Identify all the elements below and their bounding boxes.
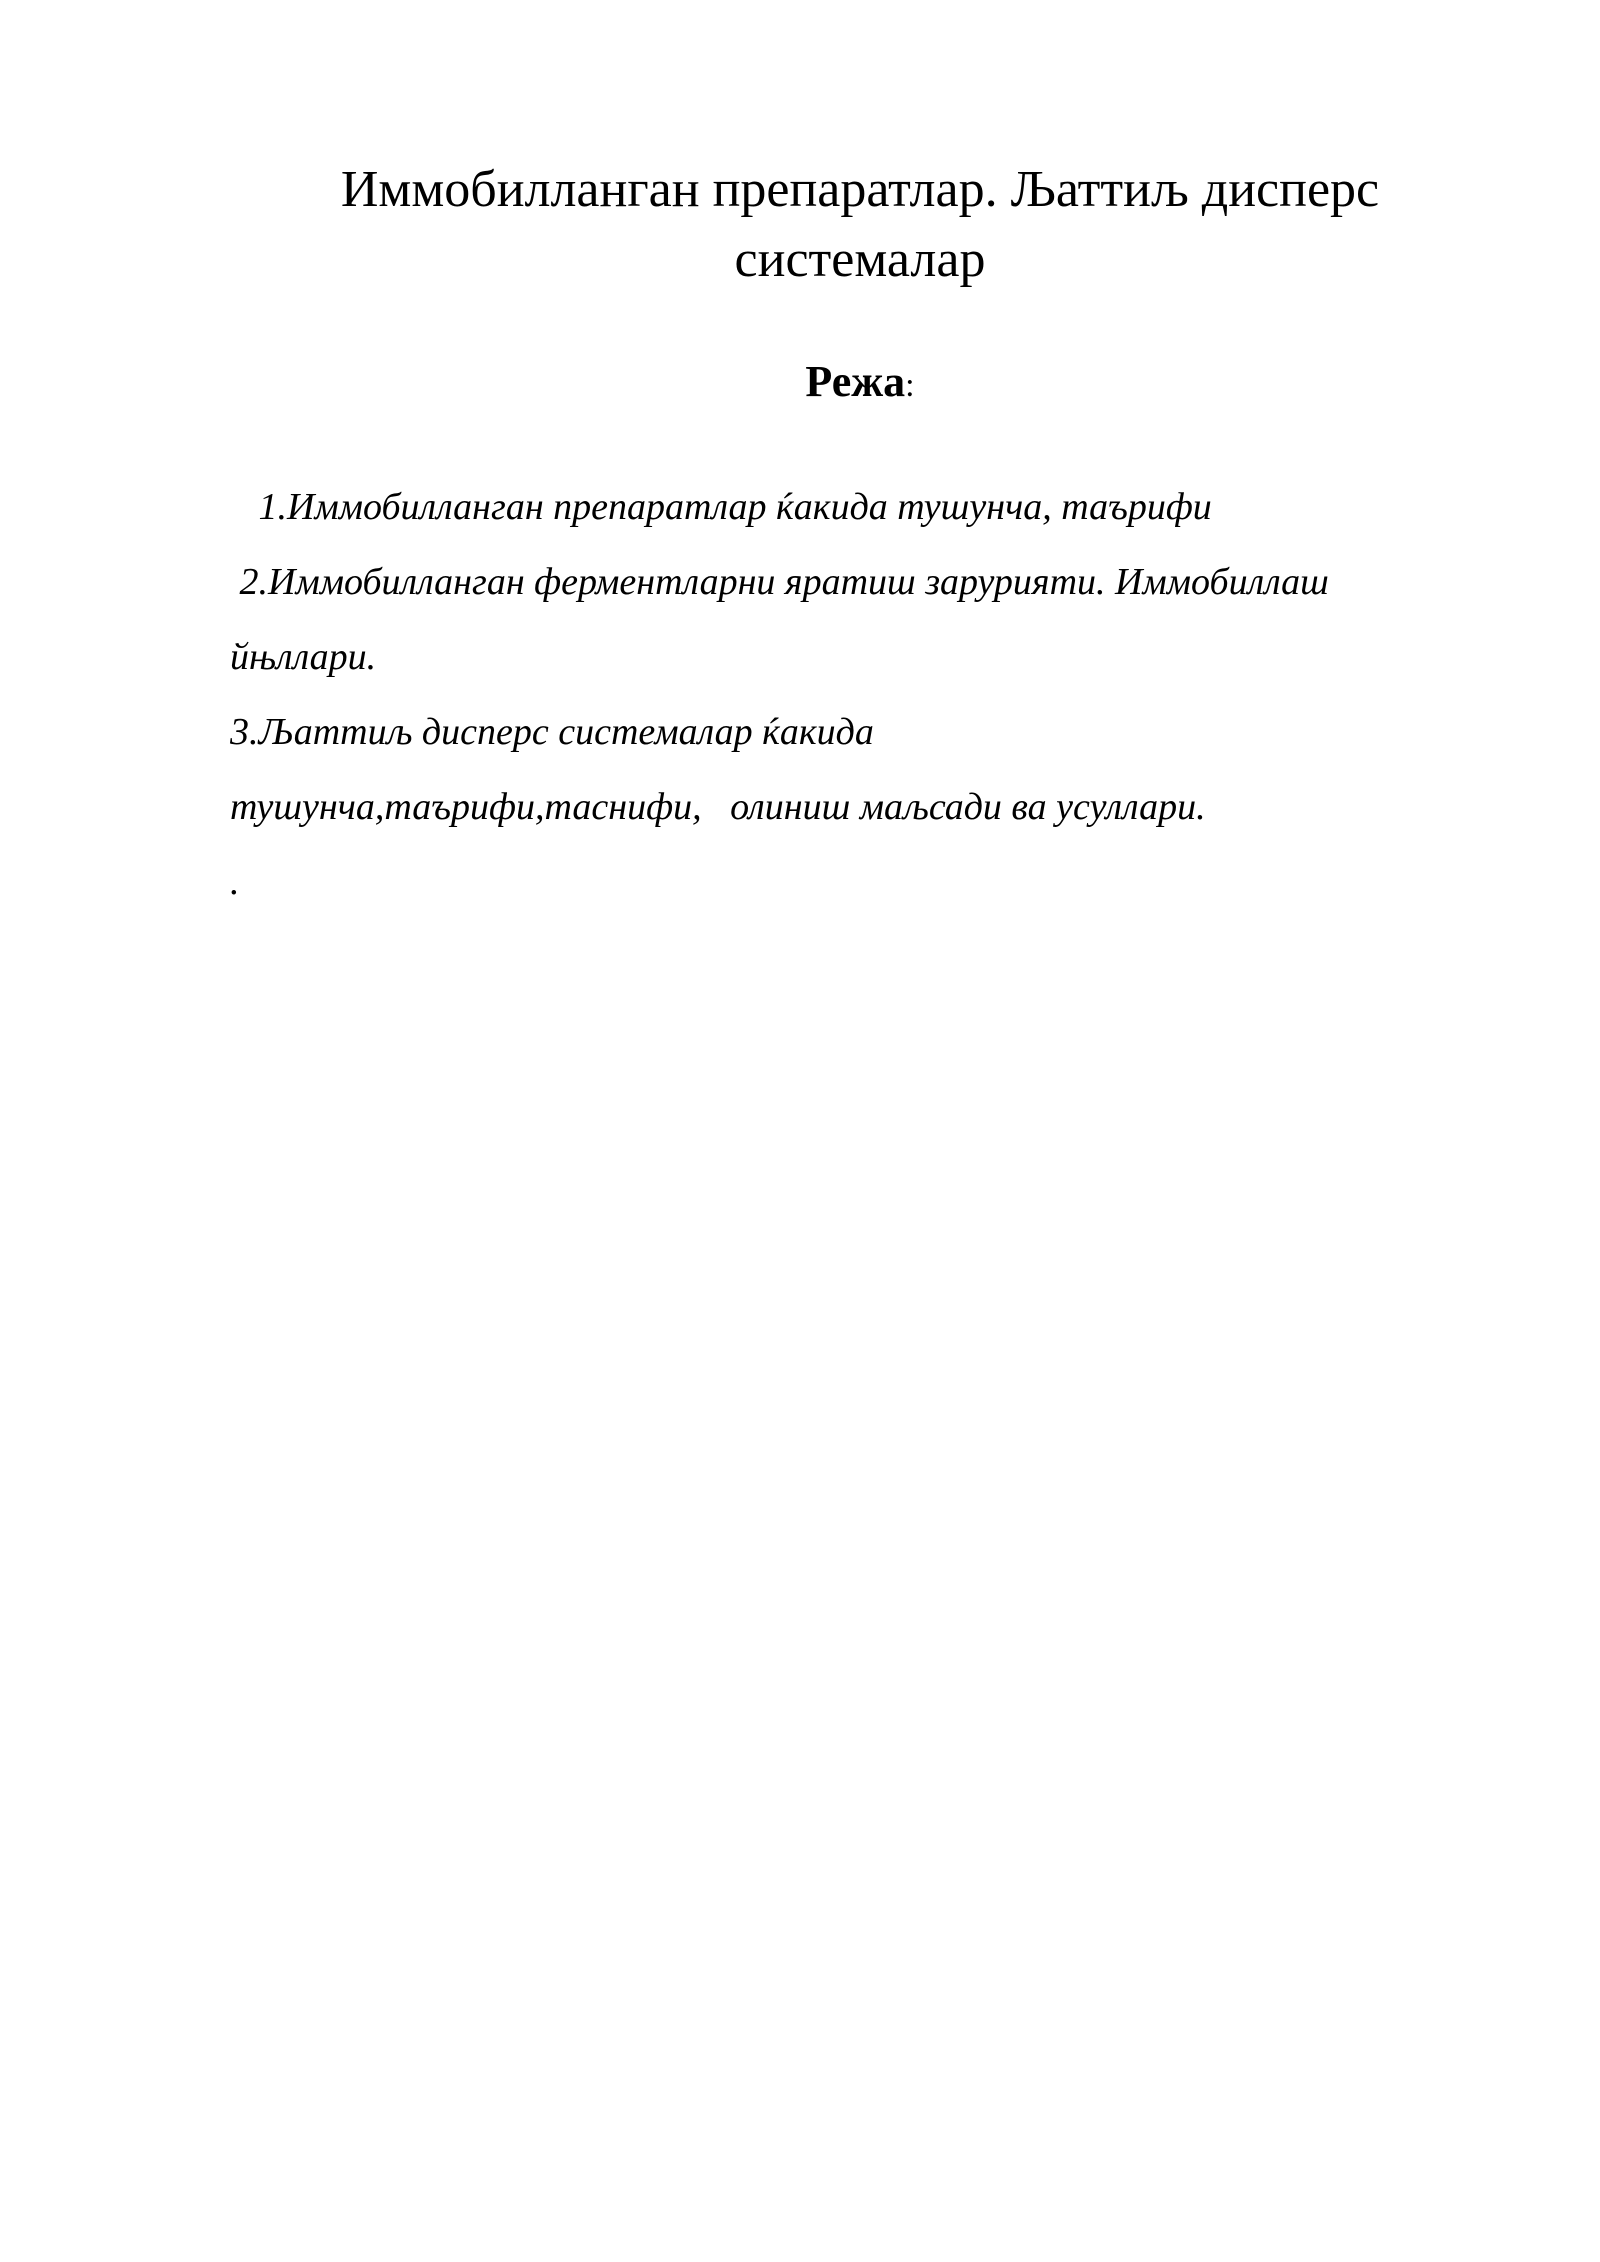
plan-item-1-line: 1.Иммобилланган препаратлар ќакида тушунча, таърифи xyxy=(230,486,1212,528)
plan-item-2-line-b: йњллари. xyxy=(230,636,377,678)
page-title xyxy=(230,155,1490,295)
plan-item-3-line-b: тушунча,таърифи,таснифи, олиниш маљсади ва усуллари. xyxy=(230,786,1206,828)
trailing-period: . xyxy=(230,861,240,903)
title-line-1: Иммобилланган препаратлар. Љаттиљ дисперс xyxy=(340,161,1380,218)
plan-heading-word: Режа xyxy=(805,357,906,406)
plan-heading-colon: : xyxy=(905,367,915,404)
title-line-2: системалар xyxy=(734,231,986,288)
plan-heading xyxy=(230,352,1490,416)
plan-list xyxy=(230,470,1510,920)
plan-item-3-line-a: 3.Љаттиљ дисперс системалар ќакида xyxy=(230,711,874,753)
plan-item-2-line-a: 2.Иммобилланган ферментларни яратиш зарурияти. Иммобиллаш xyxy=(230,561,1329,603)
